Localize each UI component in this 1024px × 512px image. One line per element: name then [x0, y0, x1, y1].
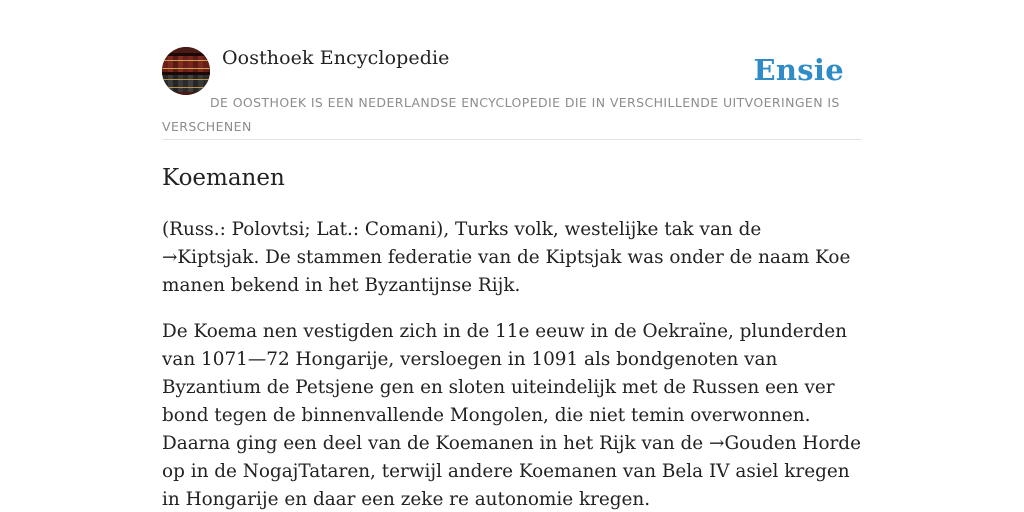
paragraph-text: (Russ.: Polovtsi; Lat.: Comani), Turks volk, westelijke tak van de: [162, 219, 762, 240]
site-name-link[interactable]: Oosthoek Encyclopedie: [222, 47, 450, 69]
paragraph-text: op in de NogajTataren, terwijl andere Koemanen van Bela IV asiel kregen in Hongarije en daar een zeke re autonomie kregen.: [162, 461, 850, 510]
ensie-brand-logo[interactable]: Ensie: [753, 53, 844, 87]
article-paragraph: [162, 216, 862, 300]
site-header: [162, 46, 862, 140]
paragraph-text: De Koema nen vestigden zich in de 11e eeuw in de Oekraïne, plunderden van 1071—72 Hongarije, versloegen in 1091 als bondgenoten van Byzantium de Petsjene gen en sloten uiteindelijk met de Russen een ver bond tegen de binnenvallende Mongolen, die niet temin overwonnen. Daarna ging een deel van de Koemanen in het Rijk van de: [162, 321, 847, 454]
cross-reference-link[interactable]: →Gouden Horde: [709, 433, 861, 454]
site-tagline: DE OOSTHOEK IS EEN NEDERLANDSE ENCYCLOPEDIE DIE IN VERSCHILLENDE UITVOERINGEN IS VERSCHENEN: [162, 95, 840, 134]
encyclopedia-books-icon: [162, 47, 210, 95]
article-paragraph: [162, 318, 862, 512]
article-title: Koemanen: [162, 165, 285, 191]
article-body: [162, 216, 862, 512]
paragraph-text: . De stammen federatie van de Kiptsjak was onder de naam Koe manen bekend in het Byzantijnse Rijk.: [162, 247, 851, 296]
site-logo-avatar[interactable]: [162, 47, 210, 95]
cross-reference-link[interactable]: →Kiptsjak: [162, 247, 254, 268]
